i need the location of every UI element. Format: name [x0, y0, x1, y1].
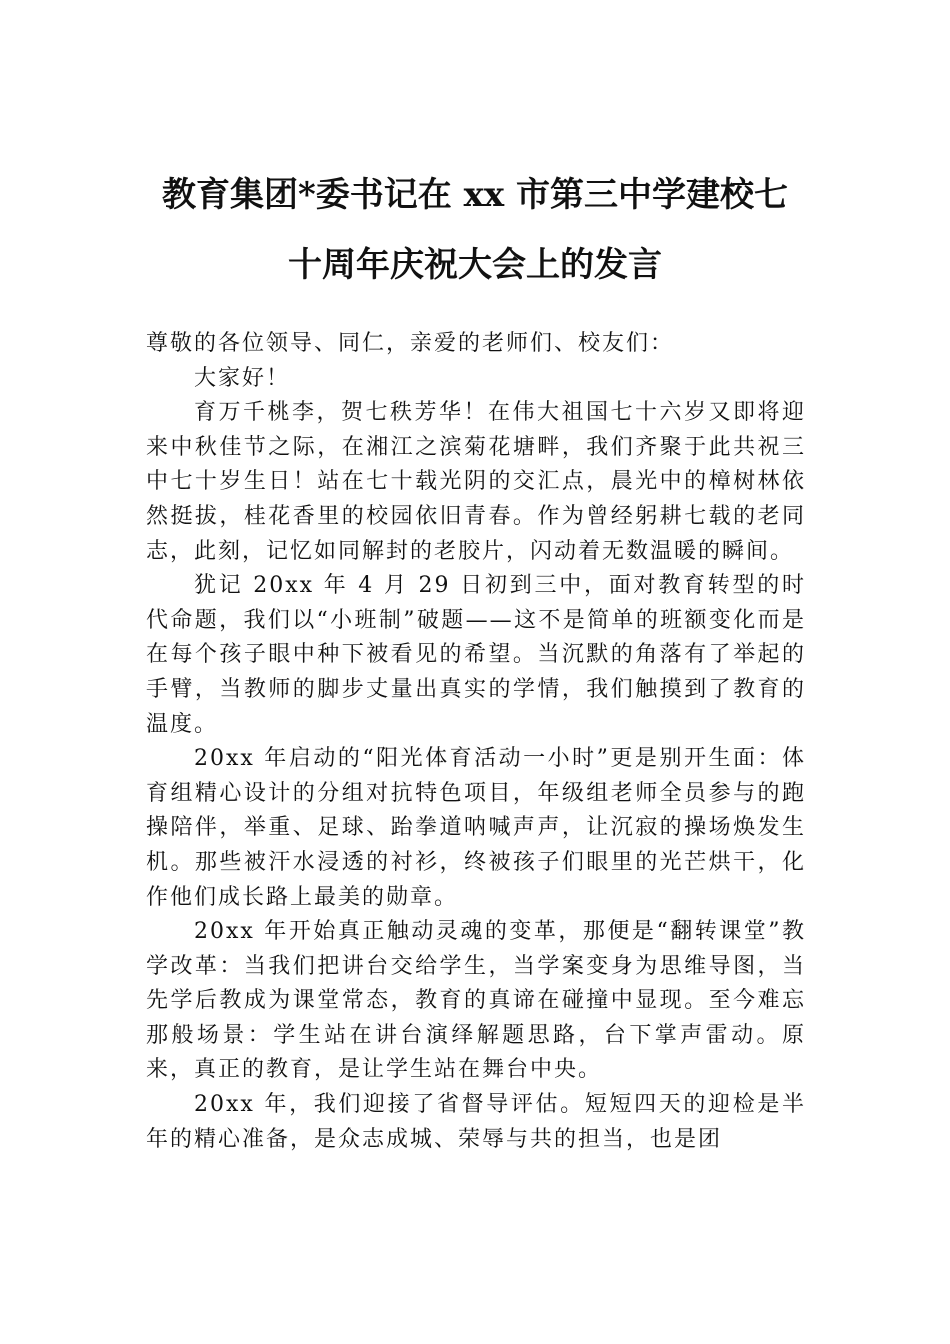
document-title: [120, 160, 830, 300]
paragraph-3: 20xx 年启动的“阳光体育活动一小时”更是别开生面：体育组精心设计的分组对抗特色项目，年级组老师全员参与的跑操陪伴，举重、足球、跆拳道呐喊声声，让沉寂的操场焕发生机。那些被汗水浸透的衬衫，终被孩子们眼里的光芒烘干，化作他们成长路上最美的勋章。: [146, 746, 806, 910]
paragraph-1: 育万千桃李，贺七秩芳华！在伟大祖国七十六岁又即将迎来中秋佳节之际，在湘江之滨菊花塘畔，我们齐聚于此共祝三中七十岁生日！站在七十载光阴的交汇点，晨光中的樟树林依然挺拔，桂花香里的校园依旧青春。作为曾经躬耕七载的老同志，此刻，记忆如同解封的老胶片，闪动着无数温暖的瞬间。: [146, 400, 806, 564]
paragraph-5: 20xx 年，我们迎接了省督导评估。短短四天的迎检是半年的精心准备，是众志成城、荣辱与共的担当，也是团: [146, 1092, 806, 1152]
title-line-2: 十周年庆祝大会上的发言: [288, 245, 662, 285]
paragraph-2: 犹记 20xx 年 4 月 29 日初到三中，面对教育转型的时代命题，我们以“小班制”破题——这不是简单的班额变化而是在每个孩子眼中种下被看见的希望。当沉默的角落有了举起的手臂，当教师的脚步丈量出真实的学情，我们触摸到了教育的温度。: [146, 573, 806, 737]
document-body: [146, 327, 806, 1157]
salutation: 尊敬的各位领导、同仁，亲爱的老师们、校友们：: [146, 331, 675, 356]
paragraph-greeting: 大家好！: [194, 365, 291, 391]
title-line-1: 教育集团*委书记在 xx 市第三中学建校七: [162, 175, 788, 215]
paragraph-4: 20xx 年开始真正触动灵魂的变革，那便是“翻转课堂”教学改革：当我们把讲台交给学生，当学案变身为思维导图，当先学后教成为课堂常态，教育的真谛在碰撞中显现。至今难忘那般场景：学生站在讲台演绎解题思路，台下掌声雷动。原来，真正的教育，是让学生站在舞台中央。: [146, 919, 806, 1083]
